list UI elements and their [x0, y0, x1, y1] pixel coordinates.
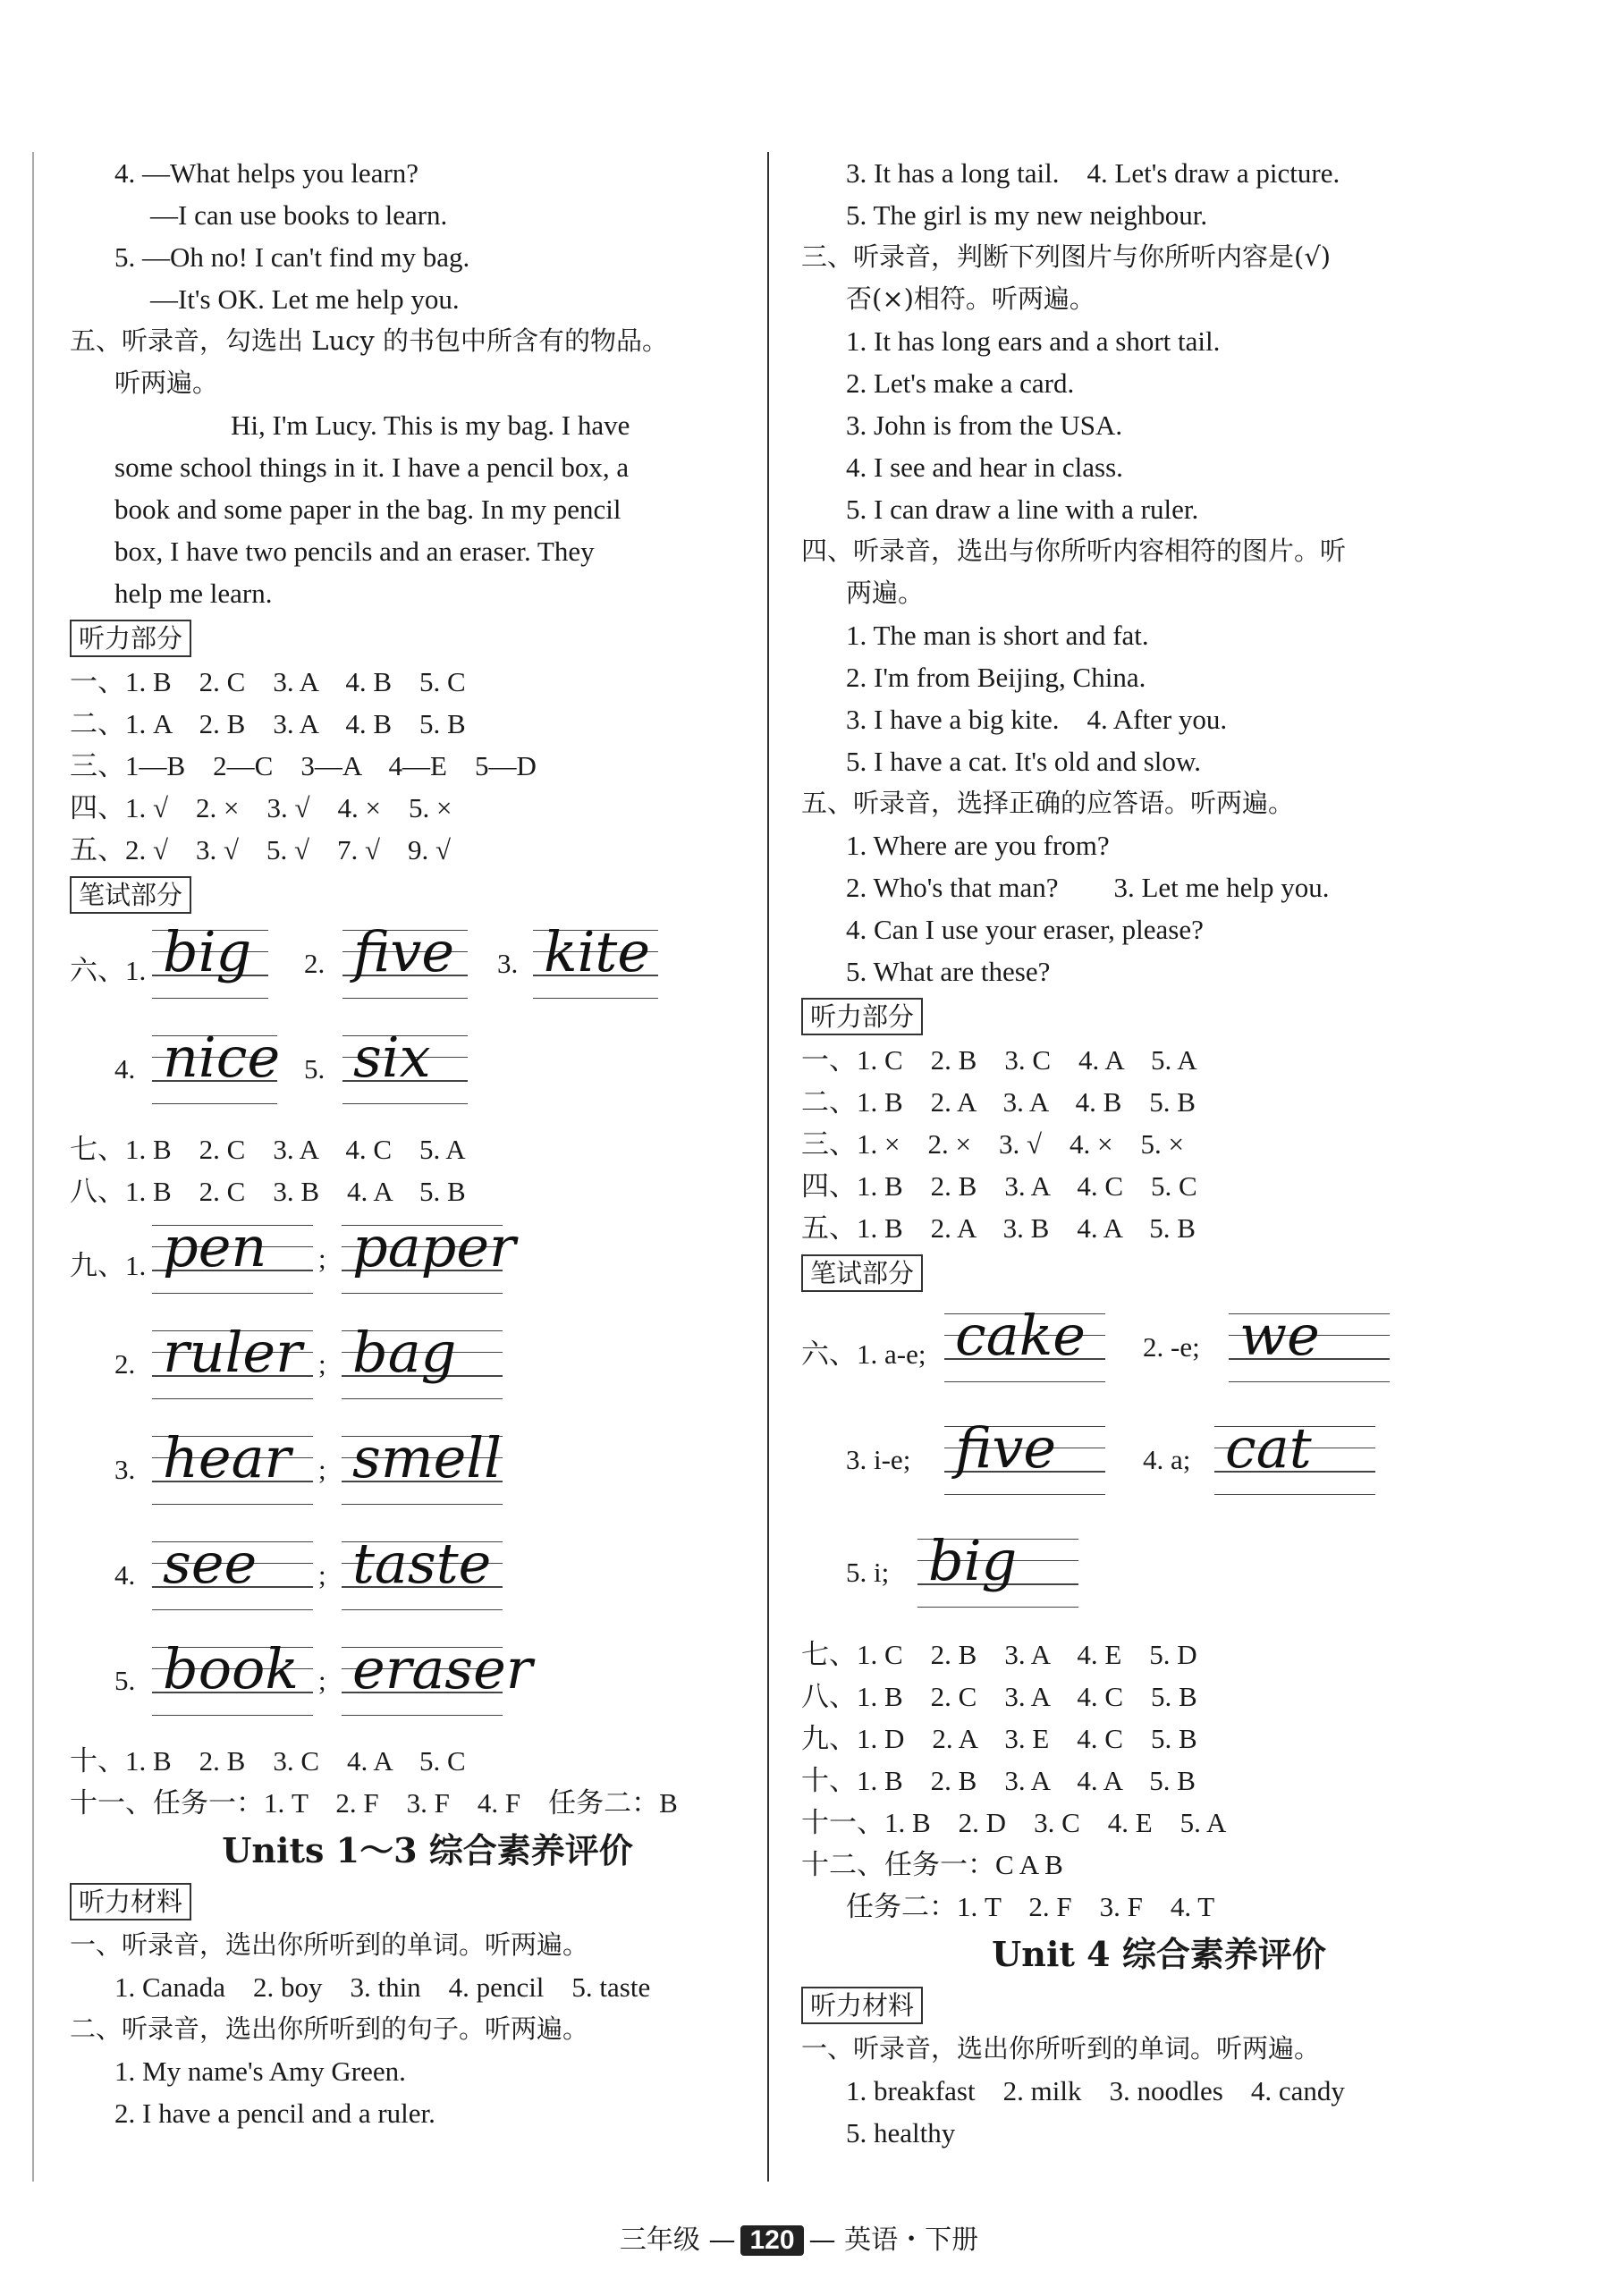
- handwritten-word: six: [353, 1025, 431, 1090]
- item-label: 3. i-e;: [846, 1444, 911, 1475]
- answer-line: 三、1. × 2. × 3. √ 4. × 5. ×: [801, 1128, 1184, 1160]
- writing-lines: [152, 1531, 313, 1609]
- text-line: 4. I see and hear in class.: [846, 452, 1123, 483]
- handwritten-word: eraser: [352, 1636, 533, 1701]
- writing-lines: [342, 1025, 468, 1103]
- writing-lines: [917, 1528, 1078, 1607]
- question-title: 一、听录音，选出你所听到的单词。听两遍。: [70, 1929, 589, 1960]
- handwritten-word: taste: [352, 1531, 492, 1596]
- question-title: 一、听录音，选出你所听到的单词。听两遍。: [801, 2033, 1321, 2064]
- answer-line: 十二、任务一：C A B: [801, 1849, 1063, 1880]
- passage-line: some school things in it. I have a pencil box, a: [114, 452, 630, 483]
- handwritten-word: nice: [163, 1025, 281, 1090]
- answer-line: 四、1. √ 2. × 3. √ 4. × 5. ×: [70, 792, 452, 823]
- section-label: 听力材料: [801, 1987, 923, 2024]
- answer-line: 五、1. B 2. A 3. B 4. A 5. B: [801, 1212, 1196, 1244]
- handwriting-row: [801, 1408, 1517, 1521]
- writing-lines: [152, 1425, 313, 1504]
- handwriting-row: [801, 1296, 1517, 1408]
- text-line: 5. —Oh no! I can't find my bag.: [114, 241, 470, 273]
- writing-lines: [152, 919, 268, 998]
- text-line: 1. Canada 2. boy 3. thin 4. pencil 5. taste: [114, 1971, 651, 2003]
- text-line: 1. My name's Amy Green.: [114, 2055, 406, 2087]
- item-number: 5.: [304, 1053, 326, 1085]
- writing-lines: [342, 1320, 503, 1398]
- handwritten-word: see: [163, 1531, 258, 1596]
- writing-lines: [1214, 1415, 1375, 1494]
- separator: ;: [318, 1454, 326, 1485]
- passage-line: book and some paper in the bag. In my pencil: [114, 494, 621, 525]
- writing-lines: [152, 1214, 313, 1293]
- item-number: 4.: [114, 1559, 136, 1591]
- writing-lines: [1229, 1303, 1390, 1381]
- text-line: —It's OK. Let me help you.: [150, 283, 460, 315]
- writing-lines: [342, 1531, 503, 1609]
- answer-line: 二、1. B 2. A 3. A 4. B 5. B: [801, 1086, 1196, 1118]
- handwritten-word: cat: [1225, 1415, 1312, 1481]
- answer-line: 十一、任务一：1. T 2. F 3. F 4. F 任务二：B: [70, 1787, 678, 1819]
- handwritten-word: hear: [163, 1425, 292, 1490]
- handwriting-row: [70, 1529, 785, 1634]
- footer-dash: —: [808, 2224, 836, 2256]
- writing-lines: [342, 1214, 516, 1293]
- question-title: 两遍。: [846, 578, 925, 608]
- question-title: 二、听录音，选出你所听到的句子。听两遍。: [70, 2013, 589, 2044]
- handwritten-word: five: [955, 1415, 1057, 1481]
- text-line: 1. Where are you from?: [846, 830, 1110, 861]
- answer-line: 十、1. B 2. B 3. A 4. A 5. B: [801, 1765, 1196, 1796]
- answer-line: 九、1. D 2. A 3. E 4. C 5. B: [801, 1723, 1197, 1754]
- writing-lines: [152, 1320, 313, 1398]
- writing-lines: [944, 1303, 1105, 1381]
- item-number: 3.: [114, 1454, 136, 1485]
- answer-line: 一、1. B 2. C 3. A 4. B 5. C: [70, 666, 466, 697]
- text-line: 3. John is from the USA.: [846, 409, 1123, 441]
- handwriting-row: [801, 1521, 1517, 1633]
- text-line: 5. I have a cat. It's old and slow.: [846, 746, 1201, 777]
- writing-lines: [152, 1636, 313, 1715]
- text-line: 2. I have a pencil and a ruler.: [114, 2098, 435, 2129]
- footer-subject: 英语・下册: [844, 2224, 979, 2256]
- text-line: 2. Let's make a card.: [846, 367, 1075, 399]
- section-label: 听力部分: [70, 620, 191, 657]
- handwritten-word: big: [928, 1528, 1018, 1593]
- text-line: 3. I have a big kite. 4. After you.: [846, 704, 1228, 735]
- question-title: 四、听录音，选出与你所听内容相符的图片。听: [801, 536, 1347, 566]
- text-line: 5. healthy: [846, 2117, 956, 2148]
- answer-line: 三、1—B 2—C 3—A 4—E 5—D: [70, 750, 537, 781]
- left-column: [70, 152, 785, 2134]
- item-number: 3.: [497, 948, 519, 979]
- handwritten-word: book: [163, 1636, 299, 1701]
- answer-line: 十、1. B 2. B 3. C 4. A 5. C: [70, 1745, 466, 1777]
- handwriting-row: [70, 1423, 785, 1529]
- question-title: 三、听录音，判断下列图片与你所听内容是(√): [801, 241, 1332, 272]
- page-number: 120: [740, 2225, 803, 2256]
- separator: ;: [318, 1243, 326, 1274]
- writing-lines: [533, 919, 658, 998]
- text-line: 2. I'm from Beijing, China.: [846, 662, 1146, 693]
- text-line: —I can use books to learn.: [150, 199, 448, 231]
- unit-heading: Unit 4 综合素养评价: [992, 1934, 1326, 1974]
- answer-line: 任务二：1. T 2. F 3. F 4. T: [846, 1891, 1215, 1922]
- item-number: 2.: [114, 1348, 136, 1380]
- section-label: 听力材料: [70, 1883, 191, 1920]
- handwriting-row: [70, 917, 785, 1023]
- answer-line: 七、1. C 2. B 3. A 4. E 5. D: [801, 1639, 1197, 1670]
- handwritten-word: bag: [352, 1320, 457, 1385]
- text-line: 1. breakfast 2. milk 3. noodles 4. candy: [846, 2075, 1345, 2106]
- unit-heading: Units 1～3 综合素养评价: [222, 1830, 633, 1870]
- question-title: 否(×)相符。听两遍。: [846, 283, 1095, 314]
- writing-lines: [342, 1425, 503, 1504]
- handwritten-word: five: [353, 919, 455, 984]
- handwritten-word: kite: [544, 919, 651, 984]
- handwriting-row: [70, 1318, 785, 1423]
- page-footer: [0, 2217, 1598, 2257]
- writing-lines: [342, 1636, 533, 1715]
- item-number: 5.: [114, 1665, 136, 1696]
- item-number: 九、1.: [70, 1250, 147, 1281]
- text-line: 4. Can I use your eraser, please?: [846, 914, 1204, 945]
- question-title: 五、听录音，选择正确的应答语。听两遍。: [801, 788, 1295, 818]
- writing-lines: [944, 1415, 1105, 1494]
- page-edge-line: [32, 152, 34, 2182]
- item-label: 六、1. a-e;: [801, 1338, 926, 1370]
- answer-line: 十一、1. B 2. D 3. C 4. E 5. A: [801, 1807, 1227, 1838]
- text-line: 1. It has long ears and a short tail.: [846, 325, 1221, 357]
- answer-line: 八、1. B 2. C 3. B 4. A 5. B: [70, 1176, 466, 1207]
- handwriting-row: [70, 1023, 785, 1128]
- separator: ;: [318, 1559, 326, 1591]
- item-label: 4. a;: [1143, 1444, 1191, 1475]
- writing-lines: [342, 919, 468, 998]
- item-number: 2.: [304, 948, 326, 979]
- handwriting-row: [70, 1212, 785, 1318]
- section-label: 笔试部分: [801, 1254, 923, 1292]
- text-line: 3. It has a long tail. 4. Let's draw a picture.: [846, 157, 1340, 189]
- answer-line: 八、1. B 2. C 3. A 4. C 5. B: [801, 1681, 1197, 1712]
- text-line: 5. The girl is my new neighbour.: [846, 199, 1208, 231]
- answer-line: 七、1. B 2. C 3. A 4. C 5. A: [70, 1134, 466, 1165]
- answer-line: 四、1. B 2. B 3. A 4. C 5. C: [801, 1170, 1197, 1202]
- passage-line: Hi, I'm Lucy. This is my bag. I have: [231, 409, 630, 441]
- handwritten-word: pen: [163, 1214, 267, 1279]
- item-number: 六、1.: [70, 955, 147, 986]
- question-title: 听两遍。: [114, 367, 219, 398]
- handwritten-word: big: [163, 919, 252, 984]
- handwritten-word: cake: [955, 1303, 1086, 1368]
- handwriting-row: [70, 1634, 785, 1740]
- answer-line: 五、2. √ 3. √ 5. √ 7. √ 9. √: [70, 834, 452, 865]
- answer-line: 一、1. C 2. B 3. C 4. A 5. A: [801, 1044, 1197, 1076]
- text-line: 5. I can draw a line with a ruler.: [846, 494, 1199, 525]
- text-line: 2. Who's that man? 3. Let me help you.: [846, 872, 1330, 903]
- text-line: 4. —What helps you learn?: [114, 157, 419, 189]
- text-line: 1. The man is short and fat.: [846, 620, 1149, 651]
- separator: ;: [318, 1665, 326, 1696]
- footer-grade: 三年级: [619, 2224, 700, 2256]
- footer-dash: —: [708, 2224, 736, 2256]
- handwritten-word: ruler: [163, 1320, 302, 1385]
- question-title: 五、听录音，勾选出 Lucy 的书包中所含有的物品。: [70, 325, 668, 356]
- handwritten-word: paper: [352, 1214, 516, 1279]
- writing-lines: [152, 1025, 281, 1103]
- passage-line: help me learn.: [114, 578, 273, 609]
- answer-line: 二、1. A 2. B 3. A 4. B 5. B: [70, 708, 466, 739]
- handwritten-word: we: [1239, 1303, 1320, 1368]
- section-label: 听力部分: [801, 998, 923, 1035]
- separator: ;: [318, 1348, 326, 1380]
- item-number: 4.: [114, 1053, 136, 1085]
- passage-line: box, I have two pencils and an eraser. They: [114, 536, 595, 567]
- item-label: 2. -e;: [1143, 1331, 1200, 1363]
- item-label: 5. i;: [846, 1557, 890, 1588]
- right-column: [801, 152, 1517, 2154]
- section-label: 笔试部分: [70, 876, 191, 914]
- text-line: 5. What are these?: [846, 956, 1051, 987]
- handwritten-word: smell: [352, 1425, 502, 1490]
